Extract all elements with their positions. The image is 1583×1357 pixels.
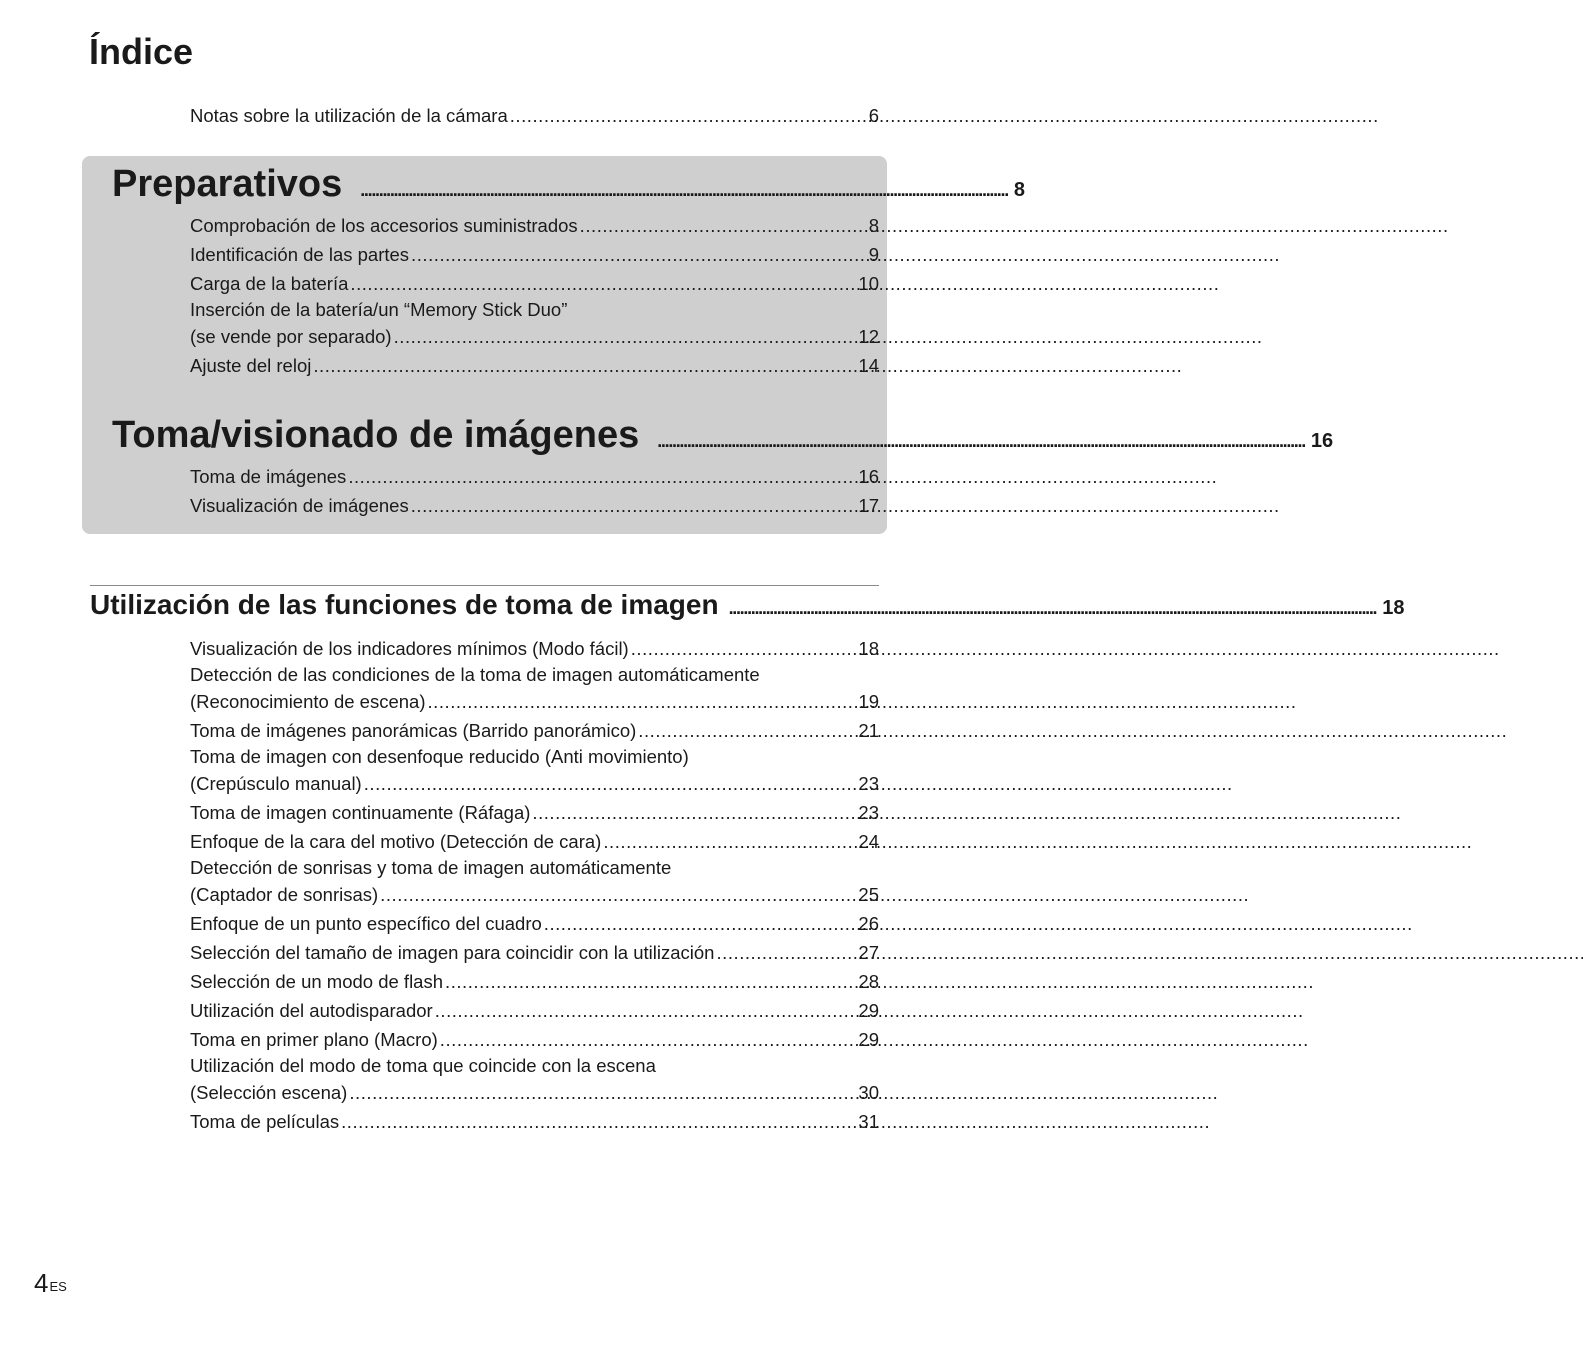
dot-leader [380, 880, 856, 909]
dot-leader [544, 909, 857, 938]
dot-leader [603, 827, 856, 856]
section-page: 8 [1013, 179, 1026, 201]
entry-page: 8 [868, 215, 879, 236]
entry-title: Toma de imágenes panorámicas (Barrido panorámico) [190, 720, 637, 741]
dot-leader [394, 322, 857, 351]
dot-leader [657, 431, 1305, 452]
entry-page: 23 [858, 773, 879, 794]
entry-title: Notas sobre la utilización de la cámara [190, 105, 508, 126]
toc-entry[interactable] [190, 1054, 879, 1107]
dot-leader [428, 687, 857, 716]
entry-page: 18 [858, 638, 879, 659]
page-number [34, 1268, 67, 1298]
dot-leader [729, 598, 1377, 619]
toc-entry[interactable] [190, 996, 879, 1025]
entry-title: Toma de imágenes [190, 466, 347, 487]
toc-entry[interactable] [190, 909, 879, 938]
toc-entry[interactable] [190, 211, 879, 240]
toc-entry[interactable] [190, 663, 879, 716]
toc-entry[interactable] [190, 967, 879, 996]
entry-title: Selección del tamaño de imagen para coincidir con la utilización [190, 942, 715, 963]
page-number-suffix: ES [49, 1279, 67, 1294]
section-heading-utilizacion[interactable] [90, 589, 1405, 621]
entry-title: Ajuste del reloj [190, 355, 312, 376]
entry-title: (Reconocimiento de escena) [190, 691, 426, 712]
dot-leader [313, 351, 856, 380]
entry-page: 25 [858, 884, 879, 905]
section-entries-preparativos [190, 211, 879, 380]
entry-page: 9 [868, 244, 879, 265]
entry-title: Identificación de las partes [190, 244, 410, 265]
section-title: Utilización de las funciones de toma de imagen [90, 589, 719, 620]
dot-leader [445, 967, 856, 996]
toc-entry[interactable] [190, 827, 879, 856]
toc-entry[interactable] [190, 351, 879, 380]
dot-leader [348, 462, 856, 491]
dot-leader [435, 996, 857, 1025]
entry-title: Visualización de los indicadores mínimos (Modo fácil) [190, 638, 629, 659]
toc-entry[interactable] [190, 716, 879, 745]
dot-leader [350, 269, 856, 298]
section-title: Toma/visionado de imágenes [112, 414, 640, 456]
entry-title: Enfoque de la cara del motivo (Detección de cara) [190, 831, 602, 852]
dot-leader [580, 211, 867, 240]
dot-leader [638, 716, 856, 745]
toc-entry[interactable] [190, 491, 879, 520]
entry-page: 19 [858, 691, 879, 712]
page-number-value: 4 [34, 1268, 49, 1298]
section-heading-preparativos[interactable] [112, 163, 1026, 206]
dot-leader [411, 491, 857, 520]
section-entries-utilizacion [190, 634, 879, 1136]
dot-leader [510, 101, 867, 130]
dot-leader [411, 240, 867, 269]
entry-page: 17 [858, 495, 879, 516]
entry-title: Visualización de imágenes [190, 495, 409, 516]
entry-page: 30 [858, 1082, 879, 1103]
entry-title: Selección de un modo de flash [190, 971, 444, 992]
entry-title: Comprobación de los accesorios suministrados [190, 215, 578, 236]
dot-leader [716, 938, 856, 967]
entry-page: 29 [858, 1000, 879, 1021]
toc-entry[interactable] [190, 634, 879, 663]
dot-leader [364, 769, 857, 798]
toc-entry[interactable] [190, 269, 879, 298]
entry-title: (Selección escena) [190, 1082, 348, 1103]
toc-entry[interactable] [190, 101, 879, 130]
entry-title: Toma de películas [190, 1111, 340, 1132]
entry-title-line1: Detección de sonrisas y toma de imagen automáticamente [190, 857, 672, 878]
entry-page: 6 [868, 105, 879, 126]
toc-entry[interactable] [190, 798, 879, 827]
entry-page: 26 [858, 913, 879, 934]
entry-page: 31 [858, 1111, 879, 1132]
entry-title: (Crepúsculo manual) [190, 773, 362, 794]
dot-leader [440, 1025, 857, 1054]
entry-title-line1: Toma de imagen con desenfoque reducido (Anti movimiento) [190, 746, 689, 767]
entry-title-line1: Inserción de la batería/un “Memory Stick Duo” [190, 299, 568, 320]
section-page: 18 [1382, 597, 1405, 619]
entry-page: 10 [858, 273, 879, 294]
section-heading-toma-visionado[interactable] [112, 414, 1334, 457]
entry-page: 23 [858, 802, 879, 823]
toc-entry[interactable] [190, 462, 879, 491]
dot-leader [349, 1078, 856, 1107]
section-page: 16 [1310, 430, 1334, 452]
entry-page: 12 [858, 326, 879, 347]
toc-entry[interactable] [190, 856, 879, 909]
entry-page: 28 [858, 971, 879, 992]
page-title: Índice [89, 31, 194, 72]
entry-page: 14 [858, 355, 879, 376]
intro-entries [190, 101, 879, 130]
entry-title: Toma de imagen continuamente (Ráfaga) [190, 802, 531, 823]
dot-leader [341, 1107, 856, 1136]
toc-entry[interactable] [190, 298, 879, 351]
entry-page: 29 [858, 1029, 879, 1050]
entry-title: Enfoque de un punto específico del cuadro [190, 913, 542, 934]
entry-title: (Captador de sonrisas) [190, 884, 379, 905]
section-divider [90, 585, 879, 586]
section-entries-toma-visionado [190, 462, 879, 520]
section-title: Preparativos [112, 163, 343, 205]
entry-title: (se vende por separado) [190, 326, 392, 347]
entry-title-line1: Utilización del modo de toma que coincide con la escena [190, 1055, 656, 1076]
entry-page: 21 [858, 720, 879, 741]
toc-entry[interactable] [190, 938, 879, 967]
dot-leader [360, 180, 1008, 201]
entry-title: Utilización del autodisparador [190, 1000, 433, 1021]
entry-title-line1: Detección de las condiciones de la toma de imagen automáticamente [190, 664, 760, 685]
entry-page: 16 [858, 466, 879, 487]
toc-entry[interactable] [190, 240, 879, 269]
toc-entry[interactable] [190, 1025, 879, 1054]
entry-title: Carga de la batería [190, 273, 349, 294]
dot-leader [631, 634, 857, 663]
entry-page: 24 [858, 831, 879, 852]
toc-entry[interactable] [190, 745, 879, 798]
dot-leader [532, 798, 856, 827]
entry-page: 27 [858, 942, 879, 963]
toc-entry[interactable] [190, 1107, 879, 1136]
entry-title: Toma en primer plano (Macro) [190, 1029, 438, 1050]
